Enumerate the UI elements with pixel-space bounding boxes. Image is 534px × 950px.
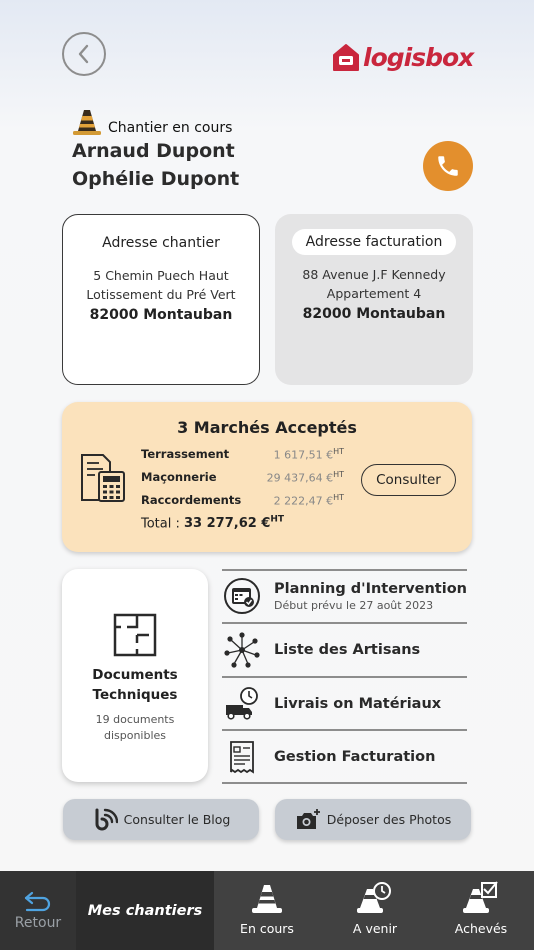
technical-documents-card[interactable] [62,569,208,782]
network-people-icon [223,631,261,669]
markets-total: Total : 33 277,62 €$^{HT}$ [141,515,285,532]
project-status: Chantier en cours [108,120,233,136]
market-value-maconnerie: 29 437,64 €$^{HT}$ [266,470,344,485]
market-value-raccordements: 2 222,47 €$^{HT}$ [273,493,344,508]
accepted-markets-card [62,402,472,552]
billing-address-card[interactable] [275,214,473,385]
menu-item-planning[interactable] [222,570,467,622]
site-address-title: Adresse chantier [88,230,234,256]
nav-acheves-label: Achevés [454,921,508,936]
billing-address-title: Adresse facturation [292,229,457,255]
billing-address-city: 82000 Montauban [302,306,446,322]
nav-en-cours-label: En cours [240,921,294,936]
site-address-city: 82000 Montauban [89,307,233,323]
logisbox-logo [332,40,473,74]
logo-text: logisbox [363,42,474,72]
cone-clock-icon [357,881,393,915]
markets-title: 3 Marchés Acceptés [177,418,357,437]
nav-a-venir[interactable] [322,871,428,950]
menu-label-livraison: Livrais on Matériaux [274,696,442,712]
nav-retour[interactable] [0,871,76,950]
menu-divider [222,782,467,784]
site-address-line2: Lotissement du Pré Vert [86,287,236,302]
site-address-card[interactable] [62,214,260,385]
menu-label-planning: Planning d'Intervention [274,580,467,597]
chevron-left-icon [75,43,93,65]
back-button[interactable] [62,32,106,76]
market-label-terrassement: Terrassement [141,447,230,461]
menu-item-facturation[interactable] [222,731,467,783]
menu-item-livraison[interactable] [222,678,467,730]
delivery-truck-clock-icon [223,685,261,723]
client-name-2: Ophélie Dupont [72,168,240,190]
cone-checkbox-icon [463,881,499,915]
bottom-navigation [0,871,534,950]
site-address-line1: 5 Chemin Puech Haut [93,268,229,283]
menu-label-facturation: Gestion Facturation [274,749,436,765]
client-name-1: Arnaud Dupont [72,140,235,162]
menu-sub-planning: Début prévu le 27 août 2023 [274,598,434,612]
return-arrow-icon [23,891,53,913]
blog-icon [92,807,118,833]
phone-icon [435,153,461,179]
menu-item-artisans[interactable] [222,624,467,676]
floor-plan-icon [113,613,157,657]
market-label-maconnerie: Maçonnerie [141,470,217,484]
call-button[interactable] [423,141,473,191]
nav-mes-chantiers[interactable]: Mes chantiers [76,871,214,950]
menu-label-artisans: Liste des Artisans [274,642,421,658]
upload-photos-button[interactable] [275,799,471,840]
market-label-raccordements: Raccordements [141,493,242,507]
calculator-document-icon [79,453,127,503]
status-row [72,108,232,136]
invoice-icon [223,738,261,776]
nav-en-cours[interactable] [214,871,320,950]
consult-markets-button[interactable]: Consulter [361,464,456,496]
documents-count: 19 documents disponibles [95,713,175,742]
consult-blog-button[interactable] [63,799,259,840]
billing-address-line2: Appartement 4 [326,286,422,301]
market-value-terrassement: 1 617,51 €$^{HT}$ [273,447,344,462]
calendar-check-icon [223,577,261,615]
traffic-cone-icon [72,108,102,136]
nav-retour-label: Retour [14,914,62,931]
nav-acheves[interactable] [428,871,534,950]
camera-add-icon [295,808,321,832]
blog-button-label: Consulter le Blog [123,812,231,827]
house-logo-icon [332,42,360,72]
photos-button-label: Déposer des Photos [326,812,452,827]
traffic-cone-icon [250,883,284,915]
billing-address-line1: 88 Avenue J.F Kennedy [302,267,446,282]
nav-a-venir-label: A venir [352,921,398,936]
documents-title: Documents Techniques [92,667,178,703]
